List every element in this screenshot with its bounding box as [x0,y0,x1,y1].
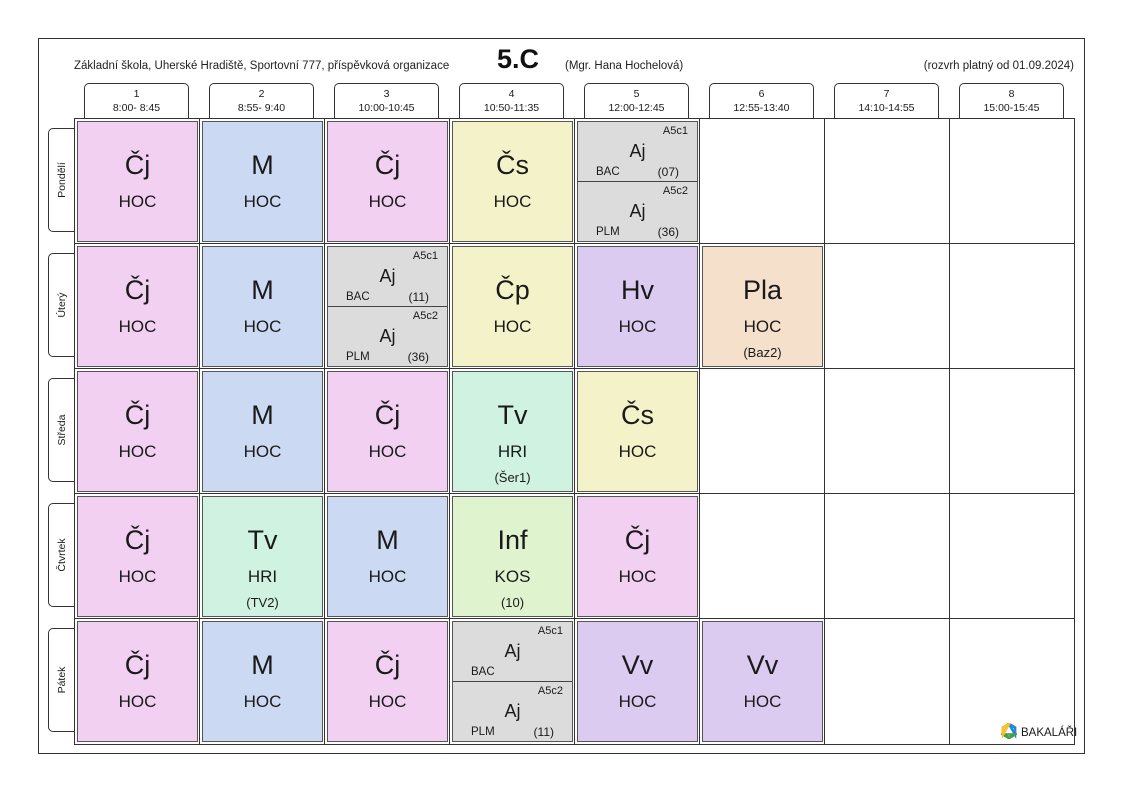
lesson-teacher: PLM [471,726,495,738]
group-lesson [578,182,697,242]
period-header [834,83,939,119]
lesson-cell[interactable] [452,371,573,492]
lesson-room: (36) [407,350,429,364]
lesson-subject: Aj [629,201,646,221]
grid-line [75,368,1074,369]
lesson-teacher: HOC [743,692,782,711]
lesson-subject: Aj [504,641,521,661]
day-label-thursday: Čtvrtek [48,503,74,607]
split-lesson-cell[interactable] [452,621,573,742]
period-header [334,83,439,119]
lesson-cell[interactable] [202,621,323,742]
lesson-subject: Čj [124,150,151,180]
group-name: A5c2 [537,685,563,697]
period-time: 8:00- 8:45 [112,102,161,114]
lesson-subject: Vv [621,650,654,680]
group-lesson [328,247,447,307]
period-time: 12:00-12:45 [608,102,665,114]
lesson-teacher: HOC [243,192,282,211]
lesson-subject: Tv [497,400,528,430]
lesson-cell[interactable] [327,496,448,617]
lesson-cell[interactable] [577,621,698,742]
lesson-cell[interactable] [702,246,823,367]
lesson-teacher: HOC [368,192,407,211]
lesson-teacher: HOC [743,317,782,336]
lesson-teacher: HOC [243,692,282,711]
lesson-room: (Baz2) [743,345,782,360]
lesson-cell[interactable] [77,371,198,492]
lesson-teacher: KOS [494,567,531,586]
grid-line [574,119,575,744]
lesson-cell[interactable] [327,371,448,492]
lesson-teacher: HOC [493,192,532,211]
lesson-subject: Čj [374,650,401,680]
lesson-cell[interactable] [202,246,323,367]
valid-from: (rozvrh platný od 01.09.2024) [923,60,1074,72]
lesson-teacher: BAC [346,291,370,303]
lesson-cell[interactable] [327,621,448,742]
lesson-teacher: PLM [346,351,370,363]
lesson-subject: Čs [496,150,529,180]
lesson-cell[interactable] [202,496,323,617]
lesson-teacher: HOC [118,567,157,586]
lesson-cell[interactable] [327,121,448,242]
lesson-teacher: BAC [596,166,620,178]
lesson-cell[interactable] [77,121,198,242]
class-teacher: (Mgr. Hana Hochelová) [565,60,684,72]
period-number: 7 [883,88,890,100]
grid-line [75,493,1074,494]
group-lesson [453,622,572,682]
period-time: 10:50-11:35 [483,102,540,114]
lesson-room: (Šer1) [494,470,531,485]
lesson-subject: Aj [504,701,521,721]
period-header [459,83,564,119]
grid-line [75,618,1074,619]
period-header [84,83,189,119]
group-name: A5c1 [537,625,563,637]
day-label-friday: Pátek [48,628,74,732]
lesson-cell[interactable] [452,496,573,617]
class-name: 5.C [497,44,540,74]
lesson-teacher: HOC [243,317,282,336]
day-label-monday: Pondělí [48,128,74,232]
lesson-cell[interactable] [577,496,698,617]
lesson-subject: Inf [497,525,528,555]
lesson-cell[interactable] [77,496,198,617]
lesson-teacher: HRI [247,567,278,586]
day-label-wednesday: Středa [48,378,74,482]
period-number: 6 [758,88,765,100]
lesson-teacher: HOC [618,317,657,336]
lesson-cell[interactable] [77,621,198,742]
school-name: Základní škola, Uherské Hradiště, Sportovní 777, příspěvková organizace [74,60,450,72]
group-lesson [328,307,447,367]
period-number: 8 [1008,88,1015,100]
timetable-grid [74,118,1078,745]
lesson-cell[interactable] [577,246,698,367]
lesson-subject: Vv [746,650,779,680]
lesson-subject: Aj [629,141,646,161]
lesson-subject: M [251,400,274,430]
lesson-subject: Čj [374,150,401,180]
grid-line [949,119,950,744]
period-time: 15:00-15:45 [983,102,1040,114]
lesson-teacher: HOC [118,317,157,336]
period-number: 2 [258,88,265,100]
lesson-cell[interactable] [452,121,573,242]
lesson-subject: Pla [742,275,783,305]
lesson-teacher: HOC [493,317,532,336]
lesson-cell[interactable] [202,121,323,242]
lesson-room: (36) [657,225,679,239]
group-name: A5c1 [412,250,438,262]
lesson-room: (10) [500,595,525,610]
lesson-subject: Čj [124,400,151,430]
lesson-teacher: BAC [471,666,495,678]
grid-line [75,243,1074,244]
lesson-room: (11) [533,725,554,739]
split-lesson-cell[interactable] [577,121,698,242]
grid-line [699,119,700,744]
lesson-teacher: HRI [497,442,528,461]
period-number: 4 [508,88,515,100]
period-number: 5 [633,88,640,100]
lesson-subject: M [376,525,399,555]
lesson-teacher: PLM [596,226,620,238]
period-header [584,83,689,119]
bakalari-logo-text: BAKALÁŘI [1021,726,1078,739]
lesson-subject: Čj [124,525,151,555]
lesson-room: (11) [408,290,429,304]
grid-line [324,119,325,744]
lesson-teacher: HOC [118,692,157,711]
lesson-cell[interactable] [577,371,698,492]
lesson-subject: Čj [624,525,651,555]
lesson-teacher: HOC [368,567,407,586]
group-name: A5c1 [662,125,688,137]
lesson-cell[interactable] [702,621,823,742]
lesson-subject: Tv [247,525,278,555]
period-time: 10:00-10:45 [358,102,415,114]
lesson-subject: M [251,150,274,180]
lesson-room: (07) [657,165,679,179]
group-name: A5c2 [662,185,688,197]
lesson-subject: Aj [379,326,396,346]
period-header [209,83,314,119]
lesson-teacher: HOC [368,442,407,461]
lesson-subject: Čj [124,650,151,680]
lesson-subject: M [251,275,274,305]
lesson-teacher: HOC [618,692,657,711]
group-lesson [578,122,697,182]
period-header [959,83,1064,119]
split-lesson-cell[interactable] [327,246,448,367]
lesson-cell[interactable] [77,246,198,367]
lesson-teacher: HOC [118,442,157,461]
lesson-subject: Čj [374,400,401,430]
grid-line [824,119,825,744]
bakalari-logo-icon [1001,723,1017,742]
lesson-teacher: HOC [618,442,657,461]
lesson-subject: Aj [379,266,396,286]
period-time: 14:10-14:55 [858,102,915,114]
period-number: 3 [383,88,390,100]
group-lesson [453,682,572,742]
group-name: A5c2 [412,310,438,322]
period-time: 12:55-13:40 [733,102,790,114]
lesson-subject: Čp [495,275,530,305]
lesson-teacher: HOC [118,192,157,211]
bakalari-logo [1001,723,1077,742]
lesson-teacher: HOC [243,442,282,461]
lesson-teacher: HOC [368,692,407,711]
lesson-teacher: HOC [618,567,657,586]
grid-line [449,119,450,744]
grid-line [199,119,200,744]
period-number: 1 [133,88,140,100]
lesson-subject: Čj [124,275,151,305]
day-label-tuesday: Úterý [48,253,74,357]
lesson-subject: M [251,650,274,680]
period-header [709,83,814,119]
lesson-room: (TV2) [246,595,279,610]
lesson-subject: Čs [621,400,654,430]
lesson-cell[interactable] [202,371,323,492]
period-time: 8:55- 9:40 [237,102,286,114]
lesson-subject: Hv [621,275,654,305]
lesson-cell[interactable] [452,246,573,367]
